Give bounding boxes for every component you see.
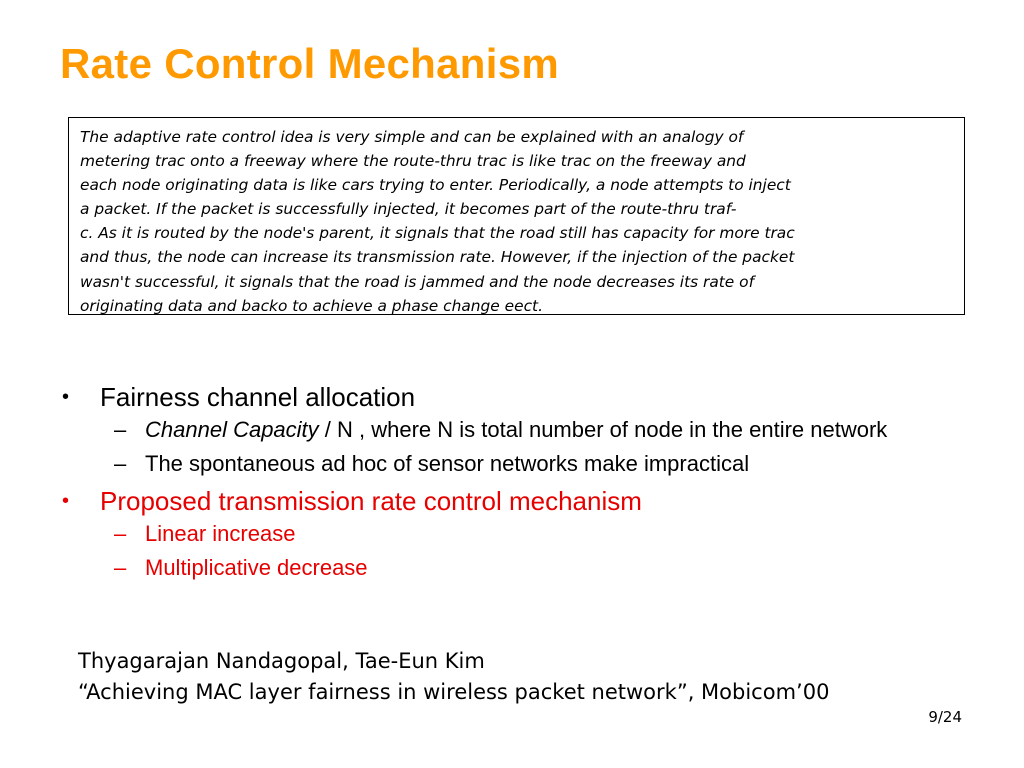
sub-bullet-dash: –	[114, 451, 127, 476]
quote-line: originating data and backo to achieve a phase change eect.	[80, 296, 543, 315]
quote-box	[68, 117, 965, 315]
bullet-text: Fairness channel allocation	[100, 382, 416, 412]
reference-authors: Thyagarajan Nandagopal, Tae-Eun Kim	[78, 649, 485, 673]
page-number: 9/24	[928, 708, 962, 726]
quote-line: a packet. If the packet is successfully injected, it becomes part of the route-thru traf-	[80, 200, 737, 219]
sub-bullet-dash: –	[114, 555, 127, 580]
quote-line: The adaptive rate control idea is very simple and can be explained with an analogy of	[80, 128, 744, 146]
quote-line: c. As it is routed by the node's parent, it signals that the road still has capacity for more trac	[80, 224, 795, 243]
quote-line: each node originating data is like cars trying to enter. Periodically, a node attempts to inject	[80, 176, 791, 195]
bullet-item-proposed	[62, 484, 962, 518]
sub-bullet-multiplicative-decrease	[62, 554, 962, 581]
bullet-text: Proposed transmission rate control mechanism	[100, 486, 642, 516]
slide-title: Rate Control Mechanism	[60, 40, 560, 87]
sub-bullet-text: Multiplicative decrease	[145, 555, 368, 580]
quote-line: metering trac onto a freeway where the route-thru trac is like trac on the freeway and	[80, 152, 746, 171]
sub-bullet-channel-capacity	[62, 416, 962, 443]
sub-bullet-text: Linear increase	[145, 521, 296, 546]
reference-citation	[78, 646, 829, 708]
bullet-item-fairness	[62, 380, 962, 414]
bullet-dot: •	[62, 386, 70, 408]
bullet-list	[62, 380, 962, 588]
sub-bullet-text: The spontaneous ad hoc of sensor networks make impractical	[145, 451, 750, 476]
sub-bullet-text: / N , where N is total number of node in the entire network	[318, 417, 888, 442]
sub-bullet-linear-increase	[62, 520, 962, 547]
channel-capacity-term: Channel Capacity	[145, 417, 319, 442]
quote-line: and thus, the node can increase its transmission rate. However, if the injection of the packet	[80, 248, 795, 267]
quote-line: wasn't successful, it signals that the road is jammed and the node decreases its rate of	[80, 272, 755, 291]
sub-bullet-spontaneous	[62, 450, 962, 477]
sub-bullet-dash: –	[114, 417, 127, 442]
reference-paper: “Achieving MAC layer fairness in wireless packet network”, Mobicom’00	[78, 680, 830, 704]
sub-bullet-dash: –	[114, 521, 127, 546]
bullet-dot: •	[62, 490, 70, 512]
